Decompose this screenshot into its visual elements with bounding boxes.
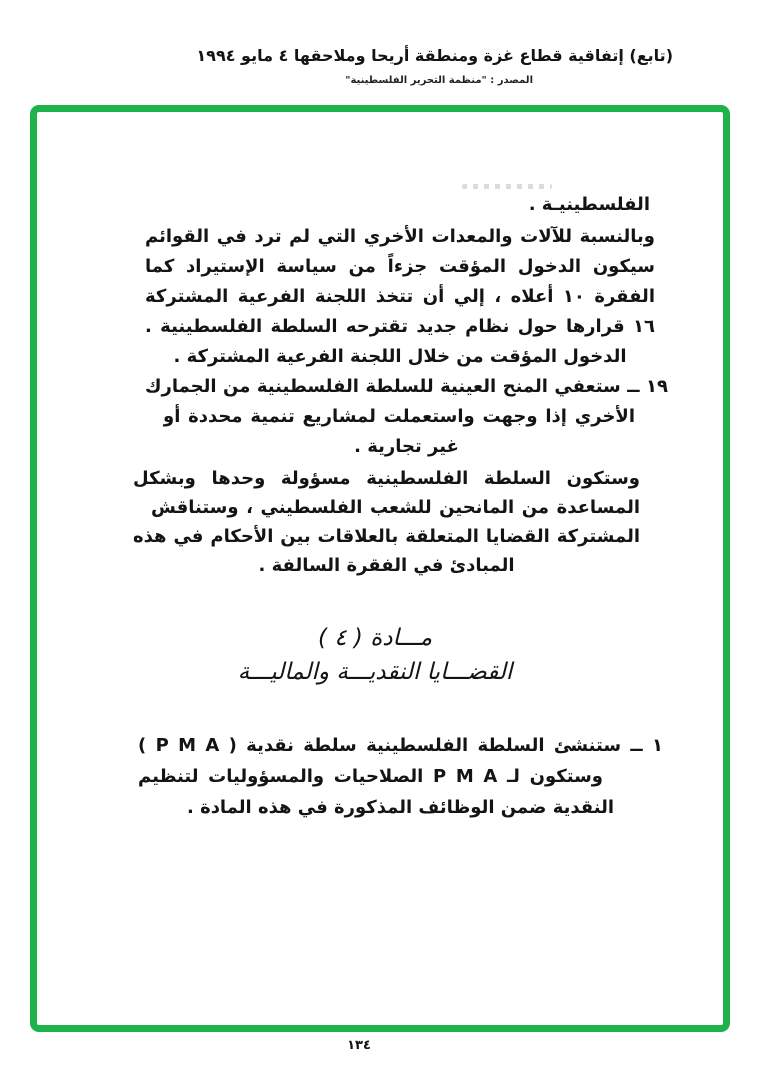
text-line: وبالنسبة للآلات والمعدات الأخري التي لم ترد في القوائم (145, 226, 655, 247)
source-line: المصدر : "منظمة التحرير الفلسطينية" (345, 75, 533, 86)
text-line: غير تجارية . (354, 436, 459, 457)
paragraph-clause-19 (145, 372, 668, 462)
article-number: مـــادة ( ٤ ) (317, 625, 433, 651)
text-line: المبادئ في الفقرة السالفة . (258, 555, 515, 576)
paragraph-continuation (529, 190, 650, 220)
paragraph-import-policy (145, 222, 655, 372)
text-line: ١٦ قرارها حول نظام جديد تقترحه السلطة الفلسطينية . (145, 316, 655, 337)
text-line: الفقرة ١٠ أعلاه ، إلي أن تتخذ اللجنة الفرعية المشتركة (145, 286, 655, 307)
text-line: النقدية ضمن الوظائف المذكورة في هذه المادة . (186, 797, 615, 818)
text-line: المساعدة من المانحين للشعب الفلسطيني ، وستناقش (151, 497, 640, 518)
text-line: سيكون الدخول المؤقت جزءاً من سياسة الإستيراد كما (145, 256, 655, 277)
paragraph-donor-assistance (133, 464, 640, 580)
document-title: (تابع) إتفاقية قطاع غزة ومنطقة أريحا وملاحقها ٤ مايو ١٩٩٤ (196, 46, 673, 65)
text-line: الأخري إذا وجهت واستعملت لمشاريع تنمية محددة أو (163, 406, 635, 427)
text-line: ١ ــ ستنشئ السلطة الفلسطينية سلطة نقدية ( P M A ) (138, 735, 663, 756)
text-line: ١٩ ــ ستعفي المنح العينية للسلطة الفلسطينية من الجمارك (145, 376, 668, 397)
paragraph-pma-clause-1 (138, 730, 663, 823)
page-number: ١٣٤ (347, 1038, 371, 1053)
text-line: المشتركة القضايا المتعلقة بالعلاقات بين الأحكام في هذه (133, 526, 640, 547)
article-title: القضـــايا النقديـــة والماليـــة (237, 659, 513, 685)
text-line: وستكون لـ P M A الصلاحيات والمسؤوليات لتنظيم (138, 766, 603, 787)
article-4-heading (0, 621, 750, 689)
text-line: وستكون السلطة الفلسطينية مسؤولة وحدها وبشكل (133, 468, 640, 489)
text-line: الفلسطينيـة . (528, 194, 650, 215)
text-line: الدخول المؤقت من خلال اللجنة الفرعية المشتركة . (173, 346, 627, 367)
